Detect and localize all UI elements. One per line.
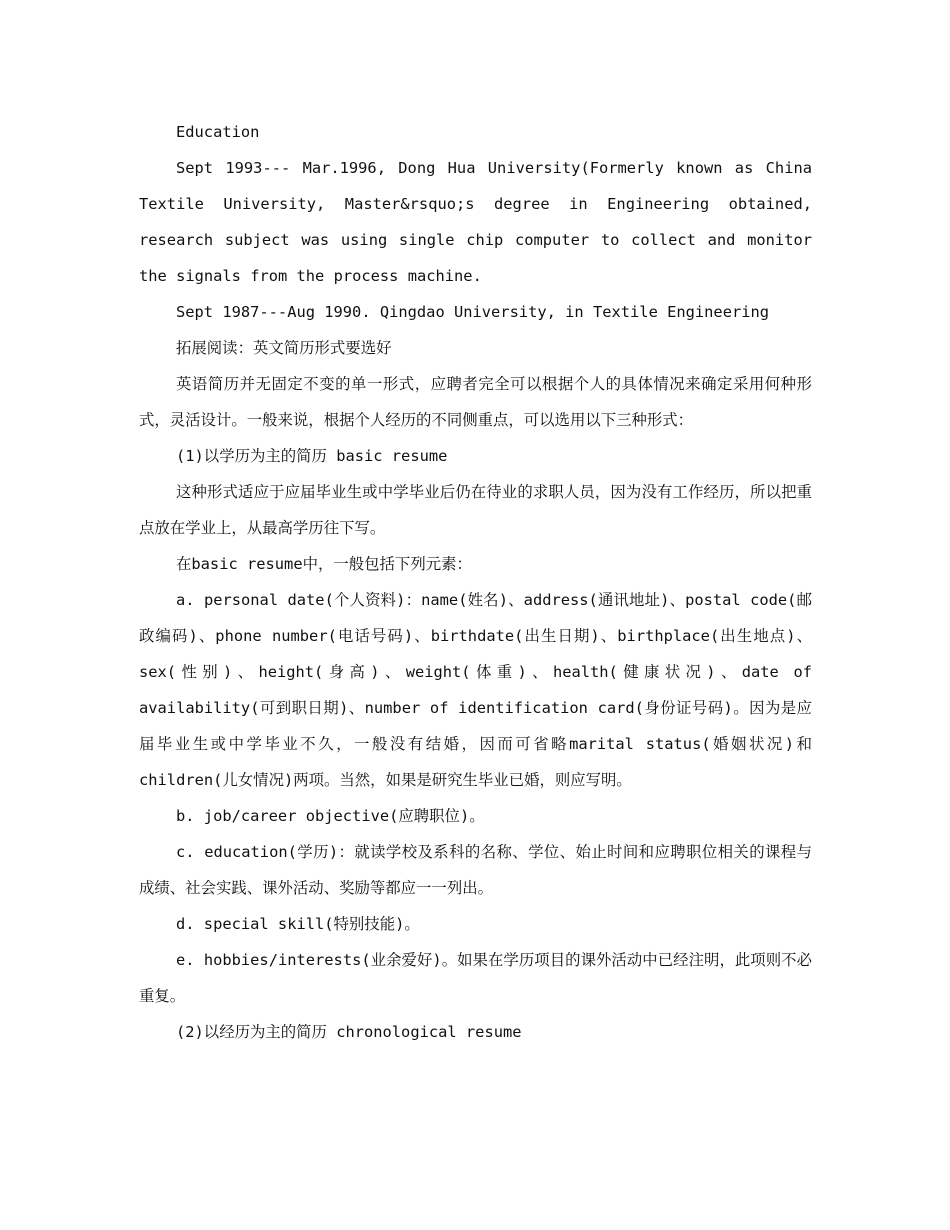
heading-extended-reading: 拓展阅读：英文简历形式要选好 <box>176 339 392 357</box>
list-item-personal-data: a. personal date(个人资料)：name(姓名)、address(通讯地址)、postal code(邮政编码)、phone number(电话号码)、birthdate(出生日期)、birthplace(出生地点)、sex(性别)、height(身高)、weight(体重)、health(健康状况)、date of availability(可到职日期)、number of identification card(身份证号码)。因为是应届毕业生或中学毕业不久，一般没有结婚，因而可省略marital status(婚姻状况)和children(儿女情况)两项。当然，如果是研究生毕业已婚，则应写明。 <box>139 591 812 789</box>
list-item-hobbies: e. hobbies/interests(业余爱好)。如果在学历项目的课外活动中已经注明，此项则不必重复。 <box>139 951 812 1005</box>
list-item-job-objective: b. job/career objective(应聘职位)。 <box>176 807 485 825</box>
document-body <box>139 114 812 1050</box>
heading-chronological-resume: (2)以经历为主的简历 chronological resume <box>176 1023 522 1041</box>
paragraph-basic-resume-elements: 在basic resume中，一般包括下列元素： <box>176 555 472 573</box>
paragraph-intro: 英语简历并无固定不变的单一形式，应聘者完全可以根据个人的具体情况来确定采用何种形式，灵活设计。一般来说，根据个人经历的不同侧重点，可以选用以下三种形式： <box>139 375 812 429</box>
section-heading-education: Education <box>176 123 260 141</box>
list-item-education: c. education(学历)：就读学校及系科的名称、学位、始止时间和应聘职位相关的课程与成绩、社会实践、课外活动、奖励等都应一一列出。 <box>139 843 812 897</box>
list-item-special-skill: d. special skill(特别技能)。 <box>176 915 420 933</box>
paragraph-education-bachelor: Sept 1987---Aug 1990. Qingdao University, in Textile Engineering <box>176 303 770 321</box>
paragraph-education-master: Sept 1993--- Mar.1996, Dong Hua University(Formerly known as China Textile University, Master&rsquo;s degree in Engineering obtained, research subject was using single chip computer to collect and monitor the signals from the process machine. <box>139 159 812 285</box>
paragraph-basic-resume-desc: 这种形式适应于应届毕业生或中学毕业后仍在待业的求职人员，因为没有工作经历，所以把重点放在学业上，从最高学历往下写。 <box>139 483 812 537</box>
heading-basic-resume: (1)以学历为主的简历 basic resume <box>176 447 448 465</box>
